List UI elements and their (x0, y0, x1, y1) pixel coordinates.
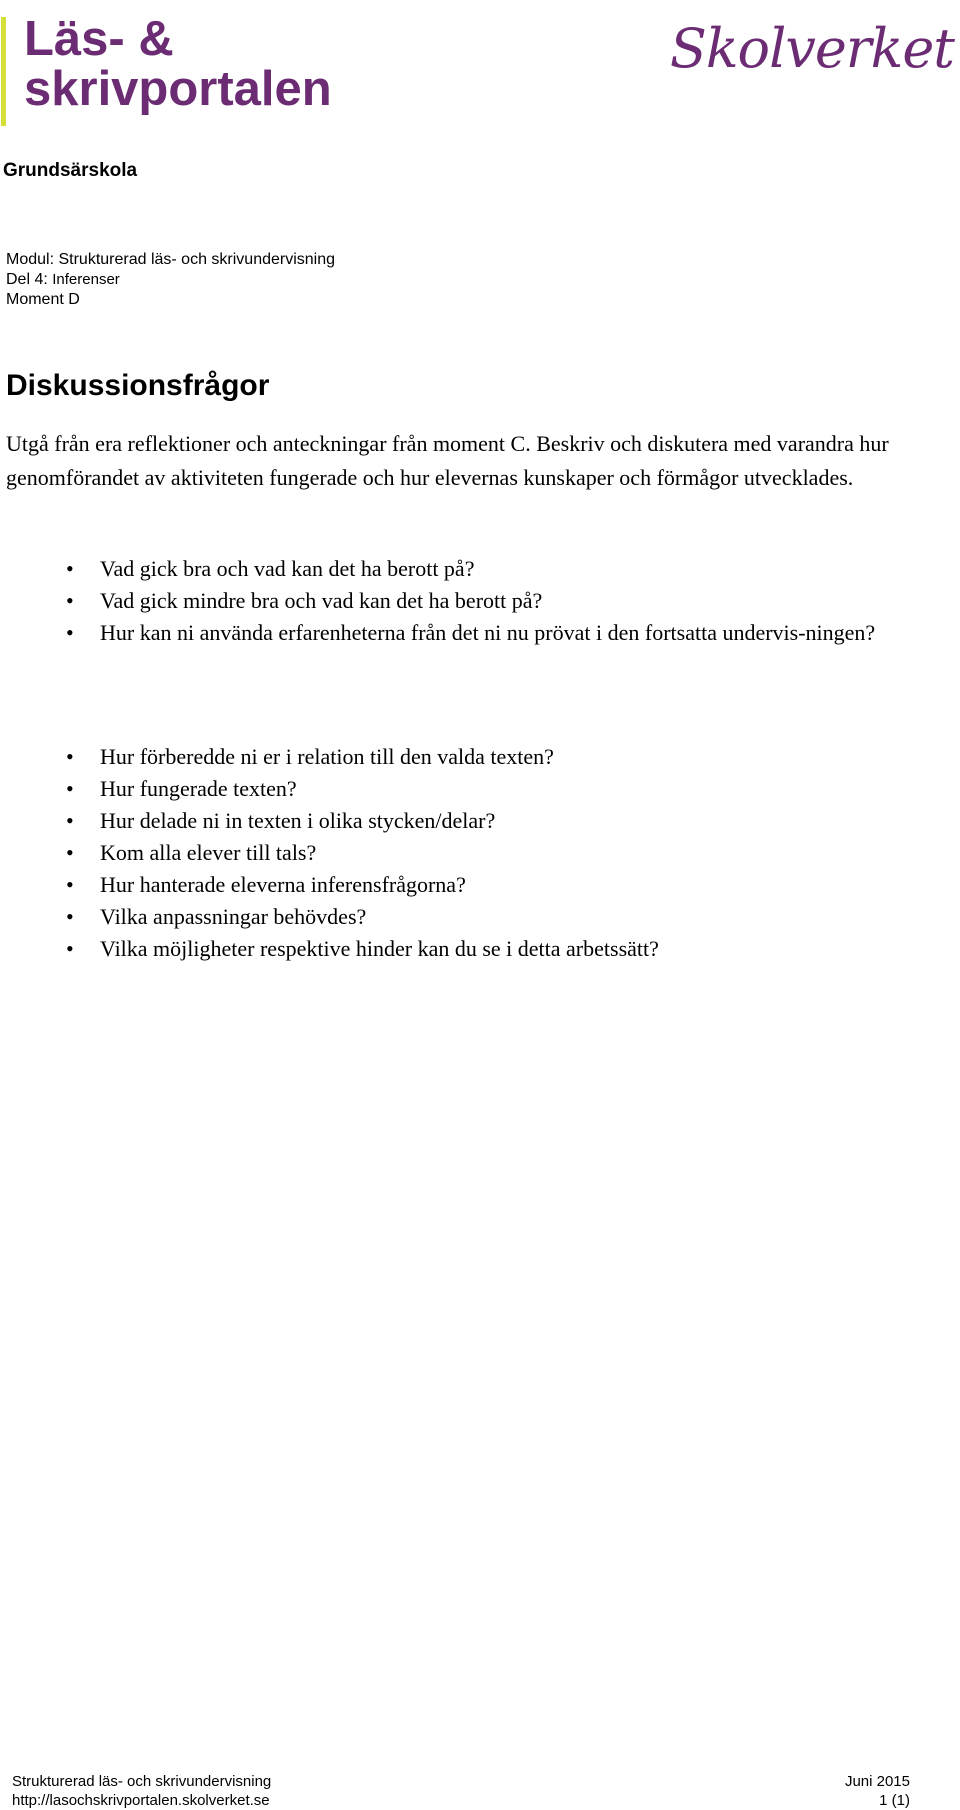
question-text: Kom alla elever till tals? (100, 840, 317, 865)
bullet-icon: • (66, 556, 74, 581)
footer-url: http://lasochskrivportalen.skolverket.se (12, 1792, 270, 1809)
list-item (0, 837, 920, 869)
page-footer (12, 1772, 910, 1810)
list-item (0, 741, 920, 773)
list-item (0, 617, 920, 649)
module-moment: Moment D (6, 291, 80, 308)
module-part (6, 270, 335, 290)
footer-row-1 (12, 1772, 910, 1791)
skolverket-logo: Skolverket (669, 17, 954, 80)
bullet-icon: • (66, 620, 74, 645)
question-text: Hur kan ni använda erfarenheterna från det ni nu prövat i den fortsatta undervis-ningen? (100, 620, 876, 645)
list-item (0, 585, 920, 617)
question-list-1 (0, 553, 920, 649)
footer-row-2 (12, 1791, 910, 1810)
question-text: Hur fungerade texten? (100, 776, 297, 801)
part-label: Del 4: (6, 271, 48, 288)
bullet-icon: • (66, 744, 74, 769)
module-name: Modul: Strukturerad läs- och skrivundervisning (6, 251, 336, 268)
intro-paragraph: Utgå från era reflektioner och anteckningar från moment C. Beskriv och diskutera med varandra hur genomförandet av aktiviteten fungerade och hur elevernas kunskaper och förmågor utvecklades. (6, 431, 889, 490)
portal-title-line1: Läs- & (24, 12, 174, 66)
module-meta (6, 250, 335, 310)
question-text: Vad gick bra och vad kan det ha berott på? (100, 556, 475, 581)
bullet-icon: • (66, 936, 74, 961)
footer-date: Juni 2015 (844, 1773, 910, 1790)
list-item (0, 901, 920, 933)
bullet-icon: • (66, 776, 74, 801)
question-text: Vilka möjligheter respektive hinder kan du se i detta arbetssätt? (100, 936, 659, 961)
bullet-icon: • (66, 840, 74, 865)
bullet-icon: • (66, 872, 74, 897)
list-item (0, 805, 920, 837)
list-item (0, 553, 920, 585)
bullet-icon: • (66, 588, 74, 613)
list-item (0, 773, 920, 805)
list-item (0, 869, 920, 901)
part-value: Inferenser (52, 271, 120, 288)
question-text: Hur hanterade eleverna inferensfrågorna? (100, 872, 466, 897)
question-text: Vilka anpassningar behövdes? (100, 904, 367, 929)
question-text: Vad gick mindre bra och vad kan det ha berott på? (100, 588, 543, 613)
header-accent-bar (1, 17, 6, 126)
question-list-2 (0, 741, 920, 965)
list-item (0, 933, 920, 965)
bullet-icon: • (66, 904, 74, 929)
school-type-label: Grundsärskola (3, 160, 138, 181)
footer-module-name: Strukturerad läs- och skrivundervisning (12, 1773, 272, 1790)
portal-title (24, 14, 332, 114)
bullet-icon: • (66, 808, 74, 833)
page-heading: Diskussionsfrågor (6, 369, 270, 402)
question-text: Hur delade ni in texten i olika stycken/delar? (100, 808, 496, 833)
portal-title-line2: skrivportalen (24, 62, 332, 116)
footer-page-number: 1 (1) (879, 1792, 910, 1809)
question-text: Hur förberedde ni er i relation till den valda texten? (100, 744, 554, 769)
